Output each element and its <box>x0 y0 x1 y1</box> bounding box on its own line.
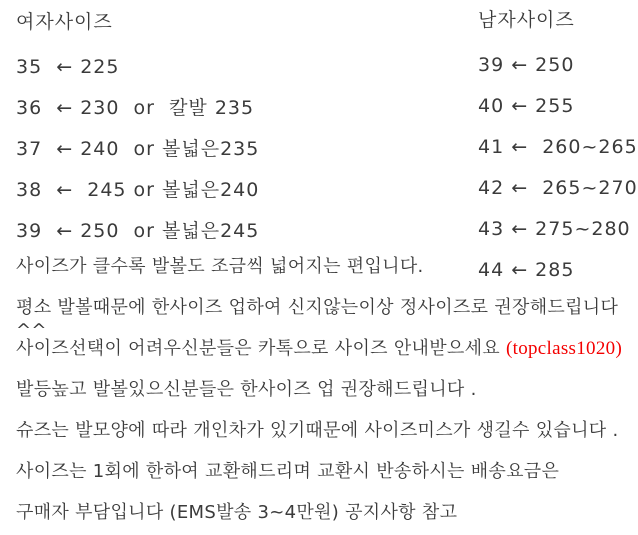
women-size-row-37: 37 ← 240 or 볼넓은235 <box>16 138 260 160</box>
women-size-row-36: 36 ← 230 or 칼발 235 <box>16 97 255 119</box>
kakao-id-highlight: (topclass1020) <box>506 338 623 359</box>
men-size-title: 남자사이즈 <box>478 9 575 31</box>
note-true-to-size: 평소 발볼때문에 한사이즈 업하여 신지않는이상 정사이즈로 권장해드립니다^^ <box>16 297 619 341</box>
women-size-row-38: 38 ← 245 or 볼넓은240 <box>16 179 260 201</box>
note-exchange-cost: 구매자 부담입니다 (EMS발송 3~4만원) 공지사항 참고 <box>16 502 458 523</box>
women-size-row-35: 35 ← 225 <box>16 56 120 78</box>
note-width-grows: 사이즈가 클수록 발볼도 조금씩 넓어지는 편입니다. <box>16 256 424 277</box>
men-size-row-40: 40 ← 255 <box>478 95 575 117</box>
men-size-row-42: 42 ← 265~270 <box>478 177 638 199</box>
men-size-row-44: 44 ← 285 <box>478 259 575 281</box>
note-size-up: 발등높고 발볼있으신분들은 한사이즈 업 권장해드립니다 . <box>16 379 477 400</box>
note-exchange-policy: 사이즈는 1회에 한하여 교환해드리며 교환시 반송하시는 배송요금은 <box>16 461 560 482</box>
men-size-row-43: 43 ← 275~280 <box>478 218 631 240</box>
women-size-column <box>16 10 259 260</box>
women-size-row-39: 39 ← 250 or 볼넓은245 <box>16 220 260 242</box>
women-size-title: 여자사이즈 <box>16 11 113 33</box>
note-size-miss: 슈즈는 발모양에 따라 개인차가 있기때문에 사이즈미스가 생길수 있습니다 . <box>16 420 619 441</box>
note-kakao-guidance <box>16 337 634 378</box>
size-notes <box>16 255 634 535</box>
men-size-row-39: 39 ← 250 <box>478 54 575 76</box>
men-size-row-41: 41 ← 260~265 <box>478 136 638 158</box>
note-kakao-text: 사이즈선택이 어려우신분들은 카톡으로 사이즈 안내받으세요 <box>16 338 506 359</box>
